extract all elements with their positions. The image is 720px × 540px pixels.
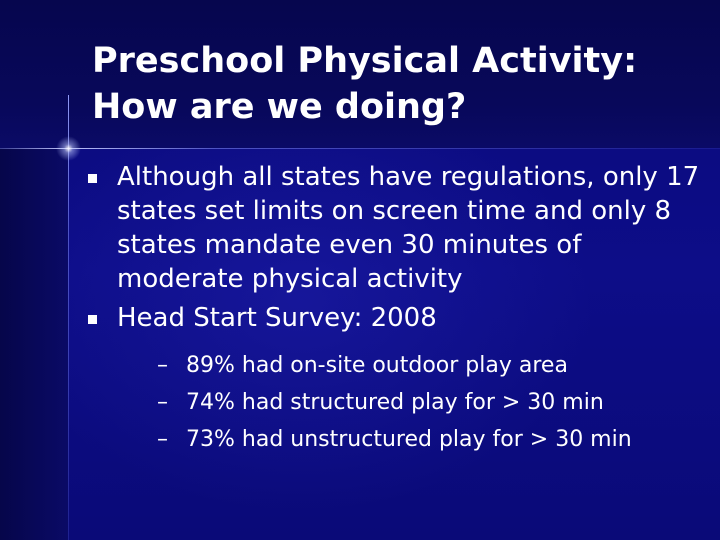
- left-band: [0, 148, 68, 540]
- sub-bullet-item: [117, 384, 708, 421]
- dash-marker: –: [157, 427, 168, 452]
- square-bullet-icon: [88, 315, 97, 324]
- sub-bullet-text: 73% had unstructured play for > 30 min: [186, 427, 632, 452]
- bullet-text: Head Start Survey: 2008: [117, 303, 437, 333]
- sub-bullet-item: [117, 421, 708, 458]
- bullet-text: Although all states have regulations, only 17 states set limits on screen time and only 8 states mandate even 30 minutes of moderate physical activity: [117, 162, 700, 294]
- star-glow-icon: [56, 136, 81, 161]
- title-line-1: Preschool Physical Activity:: [92, 41, 638, 81]
- bullet-list: [88, 160, 708, 463]
- horizontal-accent-line: [0, 148, 720, 149]
- dash-marker: –: [157, 353, 168, 378]
- square-bullet-icon: [88, 174, 97, 183]
- sub-bullet-item: [117, 347, 708, 384]
- dash-marker: –: [157, 390, 168, 415]
- bullet-item: [88, 301, 708, 458]
- bullet-item: [88, 160, 708, 296]
- vertical-accent-line: [68, 95, 69, 540]
- slide-title: [92, 38, 702, 130]
- title-line-2: How are we doing?: [92, 87, 467, 127]
- sub-bullet-text: 89% had on-site outdoor play area: [186, 353, 568, 378]
- sub-bullet-list: [117, 347, 708, 458]
- sub-bullet-text: 74% had structured play for > 30 min: [186, 390, 604, 415]
